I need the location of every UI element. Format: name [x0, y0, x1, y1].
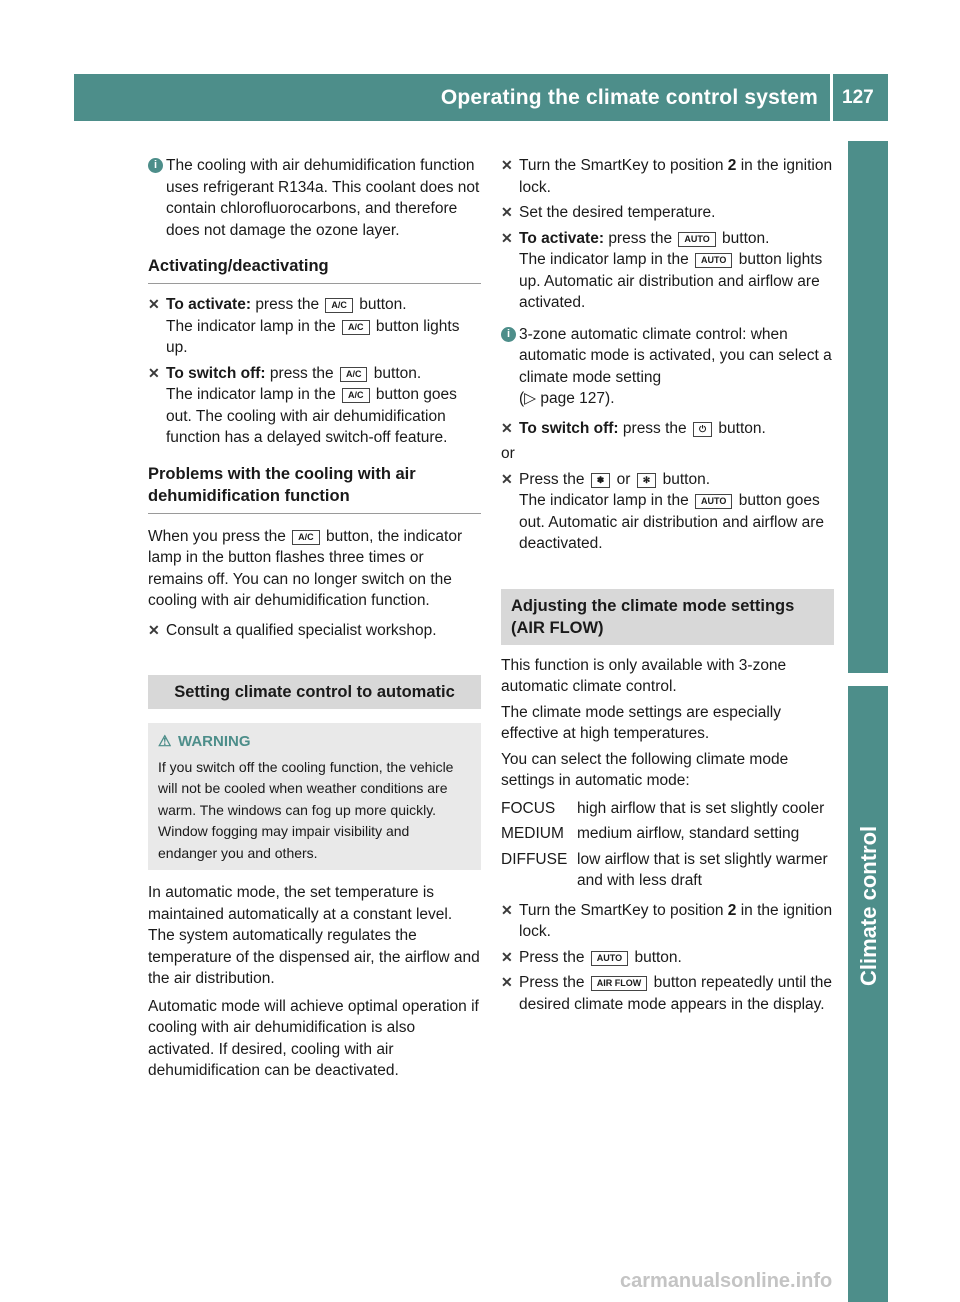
step-arrow-icon: ✕ — [501, 948, 513, 965]
mode-description: low airflow that is set slightly warmer and with less draft — [577, 850, 828, 889]
step-lead: To switch off: — [166, 364, 266, 382]
step-text: button. — [718, 419, 766, 437]
step-switch-off-auto — [501, 418, 834, 440]
step-text: button. — [662, 470, 711, 488]
step-arrow-icon: ✕ — [501, 419, 513, 436]
footer-watermark: carmanualsonline.info — [620, 1270, 833, 1292]
step-text: Turn the SmartKey to position — [519, 157, 724, 174]
step-text: in the ignition lock. — [519, 901, 833, 940]
step-text: Press the — [519, 974, 585, 991]
step-lead: To switch off: — [519, 419, 619, 437]
step-smartkey-position-2 — [501, 900, 834, 943]
automatic-paragraph-2: Automatic mode will achieve optimal operation if cooling with air dehumidification is also activated. If desired, cooling with air dehumidification can be deactivated. — [148, 997, 479, 1079]
step-text: button repeatedly until the desired climate mode appears in the display. — [519, 974, 832, 1013]
ac-key-icon: A/C — [340, 367, 368, 382]
fan-decrease-key-icon: ✻ — [637, 473, 657, 488]
position-number: 2 — [727, 901, 737, 919]
step-text: button lights up. Automatic air distribution and airflow are activated. — [519, 251, 823, 311]
side-tab-section — [848, 686, 888, 1302]
step-text: Press the — [519, 470, 585, 488]
airflow-paragraph-3: You can select the following climate mode settings in automatic mode: — [501, 750, 789, 789]
step-press-auto — [501, 947, 834, 969]
step-arrow-icon: ✕ — [501, 157, 513, 173]
step-text: press the — [269, 364, 334, 382]
step-text: press the — [622, 419, 687, 437]
problems-paragraph — [148, 526, 481, 612]
mode-name: DIFFUSE — [501, 850, 568, 868]
warning-label: WARNING — [178, 733, 251, 750]
info-icon: i — [501, 327, 516, 342]
step-text: The indicator lamp in the — [166, 386, 336, 403]
step-text: button goes out. The cooling with air dehumidification function has a delayed switch-off feature. — [166, 386, 457, 446]
mode-name: FOCUS — [501, 799, 556, 817]
header-divider — [830, 74, 833, 121]
heading-activating: Activating/deactivating — [148, 255, 481, 284]
airflow-key-icon: AIR FLOW — [591, 976, 648, 991]
step-text: Consult a qualified specialist workshop. — [166, 621, 437, 639]
step-text: in the ignition lock. — [519, 157, 833, 196]
automatic-paragraph-1: In automatic mode, the set temperature is maintained automatically at a constant level. The system automatically regulates the temperature of the dispensed air, the airflow and the air distribution. — [148, 884, 480, 987]
step-text: Turn the SmartKey to position — [519, 901, 724, 919]
auto-key-icon: AUTO — [695, 253, 732, 268]
page-number: 127 — [842, 87, 874, 108]
step-text: button goes out. Automatic air distribution and airflow are deactivated. — [519, 492, 824, 552]
paragraph-text: button, the indicator lamp in the button flashes three times or remains off. You can no longer switch on the cooling with air dehumidification function. — [148, 527, 463, 609]
mode-description: high airflow that is set slightly cooler — [577, 799, 825, 817]
ac-key-icon: A/C — [292, 530, 320, 545]
step-text: Set the desired temperature. — [519, 204, 716, 221]
step-text: button. — [634, 948, 682, 966]
ac-key-icon: A/C — [342, 320, 370, 335]
section-heading-automatic: Setting climate control to automatic — [148, 675, 481, 709]
mode-description: medium airflow, standard setting — [577, 825, 800, 842]
step-arrow-icon: ✕ — [501, 229, 513, 246]
step-arrow-icon: ✕ — [148, 621, 160, 638]
step-text: The indicator lamp in the — [519, 492, 689, 509]
info-text: The cooling with air dehumidification function uses refrigerant R134a. This coolant does not contain chlorofluorocarbons, and therefore does not damage the ozone layer. — [166, 157, 480, 239]
warning-icon: ⚠ — [158, 733, 172, 750]
step-activate-ac — [148, 294, 481, 359]
header-title: Operating the climate control system — [440, 86, 818, 109]
auto-key-icon: AUTO — [591, 951, 628, 966]
airflow-paragraph-2: The climate mode settings are especially effective at high temperatures. — [501, 703, 781, 742]
step-text: press the — [255, 296, 320, 313]
step-text: The indicator lamp in the — [519, 251, 689, 268]
step-arrow-icon: ✕ — [501, 204, 513, 220]
step-text: button. — [359, 296, 407, 313]
section-heading-airflow: Adjusting the climate mode settings (AIR FLOW) — [501, 589, 834, 645]
info-note-3zone — [501, 324, 834, 410]
step-lead: To activate: — [166, 296, 251, 313]
info-text-body: 3-zone automatic climate control: when automatic mode is activated, you can select a climate mode setting — [519, 325, 832, 386]
step-smartkey-position — [501, 155, 834, 198]
step-arrow-icon: ✕ — [501, 974, 513, 990]
left-column — [148, 155, 481, 1082]
or-text: or — [501, 445, 515, 462]
step-text: or — [616, 470, 631, 488]
step-arrow-icon: ✕ — [501, 470, 513, 487]
side-tab-upper — [848, 141, 888, 673]
ac-key-icon: A/C — [325, 298, 353, 313]
step-set-temperature — [501, 202, 834, 224]
step-switch-off-ac — [148, 363, 481, 449]
info-text — [519, 324, 834, 410]
paragraph-text: When you press the — [148, 527, 286, 545]
airflow-paragraph-1: This function is only available with 3-zone automatic climate control. — [501, 656, 787, 695]
mode-row-focus — [501, 798, 834, 820]
step-text: press the — [608, 229, 673, 247]
heading-problems: Problems with the cooling with air dehumidification function — [148, 463, 481, 514]
warning-text: If you switch off the cooling function, the vehicle will not be cooled when weather conditions are warm. The windows can fog up more quickly. Window fogging may impair visibility and endanger you and others. — [158, 758, 454, 861]
step-arrow-icon: ✕ — [148, 296, 160, 312]
right-column — [501, 155, 834, 1019]
step-press-airflow — [501, 972, 834, 1015]
step-text: Press the — [519, 948, 585, 966]
step-text: button. — [373, 364, 422, 382]
auto-key-icon: AUTO — [695, 494, 732, 509]
mode-name: MEDIUM — [501, 825, 564, 842]
step-text: button lights up. — [166, 317, 460, 356]
mode-row-diffuse — [501, 849, 834, 892]
step-lead: To activate: — [519, 229, 604, 247]
auto-key-icon: AUTO — [678, 232, 715, 247]
step-consult-workshop — [148, 620, 481, 642]
side-tab-label: Climate control — [856, 825, 881, 986]
page-reference-link[interactable]: (▷ page 127). — [519, 390, 615, 407]
ac-key-icon: A/C — [342, 388, 370, 403]
info-note-refrigerant — [148, 155, 481, 241]
step-press-fan — [501, 469, 834, 555]
mode-row-medium — [501, 823, 834, 845]
position-number: 2 — [727, 157, 737, 174]
step-text: The indicator lamp in the — [166, 317, 336, 335]
warning-title — [158, 731, 471, 753]
step-activate-auto — [501, 228, 834, 314]
step-text: button. — [722, 229, 770, 247]
warning-box — [148, 723, 481, 870]
page-header — [74, 74, 888, 121]
fan-increase-key-icon: ✽ — [591, 473, 611, 488]
off-key-icon: ⏻ — [693, 422, 712, 437]
info-icon: i — [148, 158, 163, 173]
step-arrow-icon: ✕ — [501, 901, 513, 918]
step-arrow-icon: ✕ — [148, 364, 160, 381]
